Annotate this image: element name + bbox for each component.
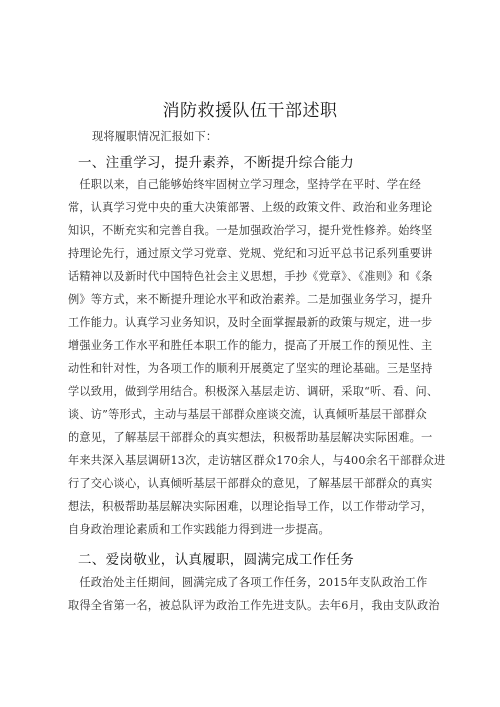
paragraph-line: 的意见，了解基层干部群众的真实想法，积极帮助基层解决实际困难。一 [68,431,433,444]
intro-text: 现将履职情况汇报如下： [92,130,218,143]
paragraph-line: 动性和针对性，为各项工作的顺利开展奠定了坚实的理论基础。三是坚持 [68,362,433,375]
paragraph-line: 增强业务工作水平和胜任本职工作的能力，提高了开展工作的预见性、主 [68,339,433,352]
paragraph-line: 例》等方式，来不断提升理论水平和政治素养。二是加强业务学习，提升 [68,293,433,306]
paragraph-line: 学以致用，做到学用结合。积极深入基层走访、调研，采取“听、看、问、 [68,385,439,398]
paragraph-line: 任职以来，自己能够始终牢固树立学习理念，坚持学在平时、学在经 [68,178,422,191]
paragraph-line: 任政治处主任期间，圆满完成了各项工作任务，2015年支队政治工作 [68,576,428,589]
paragraph-line: 取得全省第一名，被总队评为政治工作先进支队。去年6月，我由支队政治 [68,599,440,612]
paragraph-line: 话精神以及新时代中国特色社会主义思想，手抄《党章》、《准则》和《条 [68,270,433,283]
paragraph-line: 常，认真学习党中央的重大决策部署、上级的政策文件、政治和业务理论 [68,201,433,214]
paragraph-line: 谈、访”等形式，主动与基层干部群众座谈交流，认真倾听基层干部群众 [68,408,427,421]
paragraph-line: 想法，积极帮助基层解决实际困难，以理论指导工作，以工作带动学习， [68,500,433,513]
paragraph-line: 行了交心谈心，认真倾听基层干部群众的意见，了解基层干部群众的真实 [68,477,433,490]
paragraph-line: 自身政治理论素质和工作实践能力得到进一步提高。 [68,523,330,536]
section-heading-1: 一、注重学习，提升素养，不断提升综合能力 [78,155,354,171]
document-title: 消防救援队伍干部述职 [162,101,338,121]
paragraph-line: 持理论先行，通过原文学习党章、党规、党纪和习近平总书记系列重要讲 [68,247,433,260]
section-heading-2: 二、爱岗敬业，认真履职，圆满完成工作任务 [78,552,354,568]
paragraph-line: 知识，不断充实和完善自我。一是加强政治学习，提升党性修养。始终坚 [68,224,433,237]
paragraph-line: 工作能力。认真学习业务知识，及时全面掌握最新的政策与规定，进一步 [68,316,433,329]
paragraph-line: 年来共深入基层调研13次，走访辖区群众170余人，与400余名干部群众进 [68,454,446,467]
